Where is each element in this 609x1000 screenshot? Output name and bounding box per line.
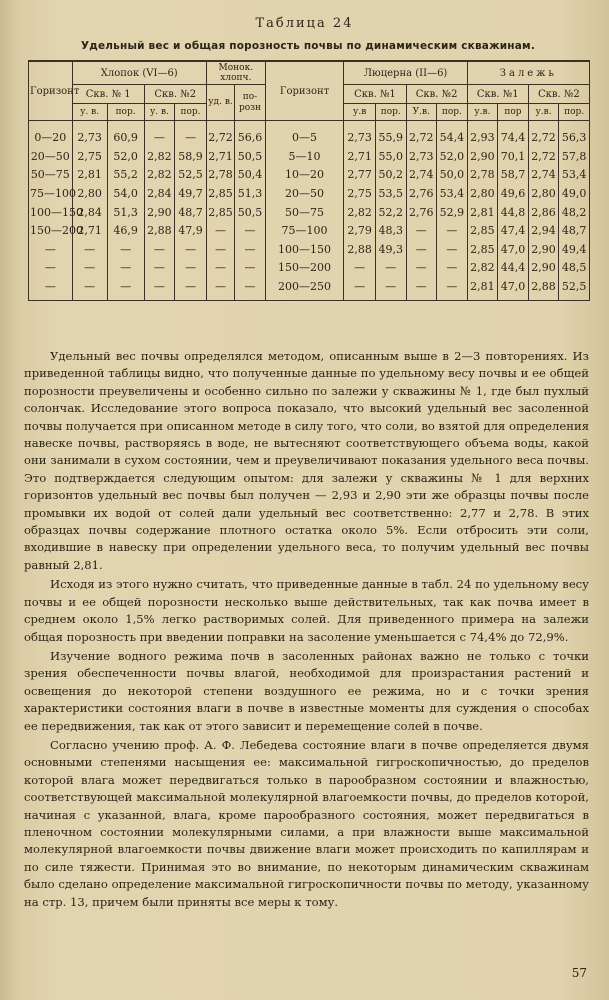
table-cell-c1uv: — — [72, 278, 107, 301]
table-cell-h2: 50—75 — [265, 203, 344, 222]
h-por: пор. — [375, 104, 406, 121]
table-cell-c1uv: 2,75 — [72, 148, 107, 167]
cotton-well2: Скв. №2 — [144, 85, 206, 104]
table-cell-c2uv: 2,82 — [144, 148, 175, 167]
paragraph: Согласно учению проф. А. Ф. Лебедева состояние влаги в почве определяется двумя основными степенями насыщения ее: максимальной гигроскопичностью, до пределов которой влага может передвигаться только в парообразном состоянии и влажностью, соответствующей максимальной молекулярной влагоемкости почвы, до пределов которой, начиная с указанной, влага, кроме парообразного состояния, может передвигаться в пленочном состоянии молекулярными силами, а при влажности выше максимальной молекулярной влагоемкости почвы движение влаги может происходить по капиллярам и по силе тяжести. Принимая это во внимание, по некоторым динамическим скважинам было сделано определение максимальной гигроскопичности почвы по методу, указанному на стр. 13, причем были приняты все меры к тому. — [24, 737, 589, 909]
table-cell-a1p: 53,5 — [375, 185, 406, 204]
table-cell-a1uv: 2,73 — [344, 121, 376, 148]
table-cell-a2uv: 2,76 — [406, 185, 437, 204]
h-por: пор. — [559, 104, 590, 121]
table-cell-c1p: — — [107, 259, 144, 278]
table-cell-z1uv: 2,80 — [467, 185, 498, 204]
table-cell-c2p: — — [175, 121, 207, 148]
table-cell-z2uv: 2,72 — [528, 148, 559, 167]
table-cell-a1p: 50,2 — [375, 166, 406, 185]
table-cell-a1uv: 2,79 — [344, 222, 376, 241]
table-cell-z1uv: 2,85 — [467, 222, 498, 241]
table-cell-a2uv: — — [406, 278, 437, 301]
table-row — [29, 121, 590, 148]
table-row — [29, 203, 590, 222]
page-number: 57 — [571, 966, 587, 980]
paragraph: Исходя из этого нужно считать, что приведенные данные в табл. 24 по удельному весу почвы и ее общей порозности несколько выше действительных, так как почва имеет в среднем около 1,5% легко растворимых солей. Для приведенного примера на залежи общая порозность при введении поправки на засоление уменьшается с 74,4% до 72,9%. — [24, 577, 589, 644]
table-cell-a1uv: 2,77 — [344, 166, 376, 185]
table-cell-c2p: 52,5 — [175, 166, 207, 185]
table-cell-a1uv: — — [344, 259, 376, 278]
monok-ud-v: уд. в. — [206, 85, 234, 121]
table-cell-a2uv: 2,76 — [406, 203, 437, 222]
table-cell-a2uv: 2,74 — [406, 166, 437, 185]
table-cell-h1: 0—20 — [29, 121, 73, 148]
table-cell-z2uv: 2,90 — [528, 241, 559, 260]
table-cell-c2uv: — — [144, 278, 175, 301]
table-cell-z1uv: 2,78 — [467, 166, 498, 185]
table-cell-c1p: 52,0 — [107, 148, 144, 167]
table-cell-a1p: — — [375, 278, 406, 301]
table-cell-z2p: 52,5 — [559, 278, 590, 301]
table-cell-z1p: 47,4 — [498, 222, 529, 241]
table-cell-muv: — — [206, 222, 234, 241]
fallow-well1: Скв. №1 — [467, 85, 528, 104]
table-cell-c2uv: — — [144, 241, 175, 260]
table-title: Таблица 24 — [255, 16, 354, 31]
table-cell-z2uv: 2,88 — [528, 278, 559, 301]
table-cell-c2p: 47,9 — [175, 222, 207, 241]
table-row — [29, 278, 590, 301]
table-cell-z1p: 44,8 — [498, 203, 529, 222]
alfalfa-well2: Скв. №2 — [406, 85, 467, 104]
h-por: пор. — [175, 104, 207, 121]
table-cell-a1uv: 2,75 — [344, 185, 376, 204]
col-monok: Монок. хлопч. — [206, 61, 265, 85]
table-row — [29, 166, 590, 185]
h-por: пор. — [437, 104, 468, 121]
table-cell-c2p: — — [175, 278, 207, 301]
table-cell-h2: 20—50 — [265, 185, 344, 204]
paragraph: Удельный вес почвы определялся методом, описанным выше в 2—3 повторениях. Из приведенной таблицы видно, что полученные данные по удельному весу почвы и ее общей порозности преувеличены и особенно сильно по залежи у скважины № 1, где был пухлый солончак. Исследование этого вопроса показало, что высокий удельный вес засоленной почвы получается при описанном методе в силу того, что соли, во взятой для определения навеске почвы, растворяясь в воде, не вытесняют соответствующего объема воды, какой они занимали в сухом состоянии, чем и преувеличивают показания удельного веса почвы. Это подтверждается следующим опытом: для залежи у скважины № 1 для верхних горизонтов удельный вес почвы был получен — 2,93 и 2,90 эти же образцы почвы после промывки их водой от солей дали удельный вес соответственно: 2,77 и 2,78. В этих образцах почвы содержание плотного остатка около 5%. Если отбросить эти соли, входившие в навеску при определении удельного веса, то получим удельный вес почвы равный 2,81. — [24, 349, 590, 572]
table-cell-c2p: — — [175, 241, 207, 260]
table-row — [29, 148, 590, 167]
table-cell-mp: 56,6 — [235, 121, 266, 148]
table-cell-z1p: 47,0 — [498, 241, 529, 260]
body-text — [24, 348, 589, 913]
table-cell-a2uv: 2,73 — [406, 148, 437, 167]
table-cell-z1p: 44,4 — [498, 259, 529, 278]
table-cell-a2p: 52,9 — [437, 203, 468, 222]
col-fallow: Залежь — [467, 61, 589, 85]
table-cell-h1: — — [29, 278, 73, 301]
table-cell-z2p: 56,3 — [559, 121, 590, 148]
table-cell-z2uv: 2,72 — [528, 121, 559, 148]
table-cell-mp: — — [235, 241, 266, 260]
table-cell-mp: 50,5 — [235, 203, 266, 222]
table-cell-mp: — — [235, 222, 266, 241]
table-cell-a2uv: 2,72 — [406, 121, 437, 148]
table-cell-muv: 2,72 — [206, 121, 234, 148]
table-cell-muv: 2,78 — [206, 166, 234, 185]
alfalfa-well1: Скв. №1 — [344, 85, 406, 104]
table-cell-z2uv: 2,80 — [528, 185, 559, 204]
monok-porozn: по-розн — [235, 85, 266, 121]
table-cell-c1uv: 2,81 — [72, 166, 107, 185]
table-cell-c1p: — — [107, 278, 144, 301]
table-row — [29, 185, 590, 204]
table-cell-c1uv: 2,71 — [72, 222, 107, 241]
table-cell-a2p: — — [437, 259, 468, 278]
cotton-well1: Скв. № 1 — [72, 85, 144, 104]
table-cell-c1uv: — — [72, 241, 107, 260]
fallow-well2: Скв. №2 — [528, 85, 589, 104]
table-cell-z1p: 49,6 — [498, 185, 529, 204]
paragraph: Изучение водного режима почв в засоленных районах важно не только с точки зрения обеспеченности почвы влагой, необходимой для произрастания растений и освещения до некоторой степени воздушного ее режима, но и с точки зрения характеристики состояния влаги в почве в известные моменты для суждения о способах ее передвижения, так как от этого зависит и перемещение солей в почве. — [24, 648, 589, 733]
table-cell-c2uv: 2,90 — [144, 203, 175, 222]
table-subtitle: Удельный вес и общая порозность почвы по динамическим скважинам. — [80, 40, 536, 52]
h-uv: У.в. — [406, 104, 437, 121]
soil-density-table — [28, 60, 590, 301]
col-horizon-left: Горизонт — [29, 61, 73, 121]
table-cell-z2uv: 2,74 — [528, 166, 559, 185]
table-cell-c2uv: — — [144, 121, 175, 148]
h-uv: у.в. — [528, 104, 559, 121]
table-cell-mp: — — [235, 259, 266, 278]
table-cell-a2p: — — [437, 222, 468, 241]
table-cell-a1p: 55,0 — [375, 148, 406, 167]
table-cell-c1p: 54,0 — [107, 185, 144, 204]
table-cell-mp: 51,3 — [235, 185, 266, 204]
table-cell-a1p: 48,3 — [375, 222, 406, 241]
table-cell-h2: 10—20 — [265, 166, 344, 185]
h-uv: у. в. — [72, 104, 107, 121]
col-cotton: Хлопок (VI—6) — [72, 61, 206, 85]
table-cell-mp: 50,4 — [235, 166, 266, 185]
table-cell-mp: 50,5 — [235, 148, 266, 167]
table-cell-z1uv: 2,81 — [467, 278, 498, 301]
table-cell-z2p: 53,4 — [559, 166, 590, 185]
table-cell-a1uv: 2,71 — [344, 148, 376, 167]
table-cell-h1: — — [29, 259, 73, 278]
table-cell-h1: 20—50 — [29, 148, 73, 167]
table-cell-z2p: 48,5 — [559, 259, 590, 278]
table-row — [29, 259, 590, 278]
table-cell-a1p: 52,2 — [375, 203, 406, 222]
table-cell-h1: 75—100 — [29, 185, 73, 204]
table-cell-muv: 2,85 — [206, 185, 234, 204]
table-cell-a2p: — — [437, 278, 468, 301]
table-cell-a2p: — — [437, 241, 468, 260]
table-cell-c2p: 58,9 — [175, 148, 207, 167]
table-cell-c2p: 49,7 — [175, 185, 207, 204]
table-cell-z1uv: 2,93 — [467, 121, 498, 148]
table-cell-a1p: — — [375, 259, 406, 278]
table-cell-z2uv: 2,94 — [528, 222, 559, 241]
table-cell-c2uv: 2,88 — [144, 222, 175, 241]
table-cell-z1p: 58,7 — [498, 166, 529, 185]
table-cell-h2: 150—200 — [265, 259, 344, 278]
table-cell-muv: — — [206, 259, 234, 278]
table-cell-mp: — — [235, 278, 266, 301]
table-cell-c1uv: 2,80 — [72, 185, 107, 204]
table-cell-c1p: 55,2 — [107, 166, 144, 185]
table-cell-z2p: 57,8 — [559, 148, 590, 167]
table-cell-z1p: 47,0 — [498, 278, 529, 301]
col-alfalfa: Люцерна (II—6) — [344, 61, 467, 85]
table-cell-z1uv: 2,85 — [467, 241, 498, 260]
table-cell-z1uv: 2,81 — [467, 203, 498, 222]
table-cell-muv: 2,71 — [206, 148, 234, 167]
table-cell-z2p: 48,2 — [559, 203, 590, 222]
table-cell-a2p: 54,4 — [437, 121, 468, 148]
table-cell-c1p: — — [107, 241, 144, 260]
table-cell-a2uv: — — [406, 241, 437, 260]
col-horizon-right: Горизонт — [265, 61, 344, 121]
table-cell-c2uv: 2,84 — [144, 185, 175, 204]
table-body — [29, 121, 590, 301]
table-cell-a2p: 53,4 — [437, 185, 468, 204]
table-cell-h2: 100—150 — [265, 241, 344, 260]
table-cell-a1p: 49,3 — [375, 241, 406, 260]
h-por: пор. — [107, 104, 144, 121]
table-cell-z2p: 49,4 — [559, 241, 590, 260]
table-row — [29, 222, 590, 241]
table-cell-c1p: 46,9 — [107, 222, 144, 241]
h-por: пор — [498, 104, 529, 121]
table-cell-z2p: 49,0 — [559, 185, 590, 204]
table-cell-z1uv: 2,90 — [467, 148, 498, 167]
table-cell-h2: 5—10 — [265, 148, 344, 167]
table-cell-c1uv: 2,73 — [72, 121, 107, 148]
table-cell-a1uv: — — [344, 278, 376, 301]
table-cell-z1uv: 2,82 — [467, 259, 498, 278]
table-cell-a1uv: 2,82 — [344, 203, 376, 222]
table-cell-h2: 0—5 — [265, 121, 344, 148]
table-cell-z2uv: 2,86 — [528, 203, 559, 222]
table-cell-a2uv: — — [406, 259, 437, 278]
table-cell-muv: — — [206, 278, 234, 301]
h-uv: у.в — [344, 104, 376, 121]
table-cell-c1p: 60,9 — [107, 121, 144, 148]
table-cell-h2: 200—250 — [265, 278, 344, 301]
table-cell-c1p: 51,3 — [107, 203, 144, 222]
table-cell-z1p: 70,1 — [498, 148, 529, 167]
table-cell-c2p: 48,7 — [175, 203, 207, 222]
table-cell-c2uv: 2,82 — [144, 166, 175, 185]
table-cell-a2p: 50,0 — [437, 166, 468, 185]
h-uv: у.в. — [467, 104, 498, 121]
table-cell-h2: 75—100 — [265, 222, 344, 241]
table-cell-z2uv: 2,90 — [528, 259, 559, 278]
table-cell-h1: 150—200 — [29, 222, 73, 241]
table-cell-muv: — — [206, 241, 234, 260]
table-cell-muv: 2,85 — [206, 203, 234, 222]
table-cell-a2uv: — — [406, 222, 437, 241]
table-cell-h1: 50—75 — [29, 166, 73, 185]
table-cell-z2p: 48,7 — [559, 222, 590, 241]
table-cell-h1: 100—150 — [29, 203, 73, 222]
table-row — [29, 241, 590, 260]
table-cell-a1uv: 2,88 — [344, 241, 376, 260]
table-cell-c1uv: 2,84 — [72, 203, 107, 222]
table-cell-a2p: 52,0 — [437, 148, 468, 167]
table-cell-c1uv: — — [72, 259, 107, 278]
table-cell-c2uv: — — [144, 259, 175, 278]
table-cell-a1p: 55,9 — [375, 121, 406, 148]
table-cell-z1p: 74,4 — [498, 121, 529, 148]
table-cell-c2p: — — [175, 259, 207, 278]
h-uv: у. в. — [144, 104, 175, 121]
table-cell-h1: — — [29, 241, 73, 260]
